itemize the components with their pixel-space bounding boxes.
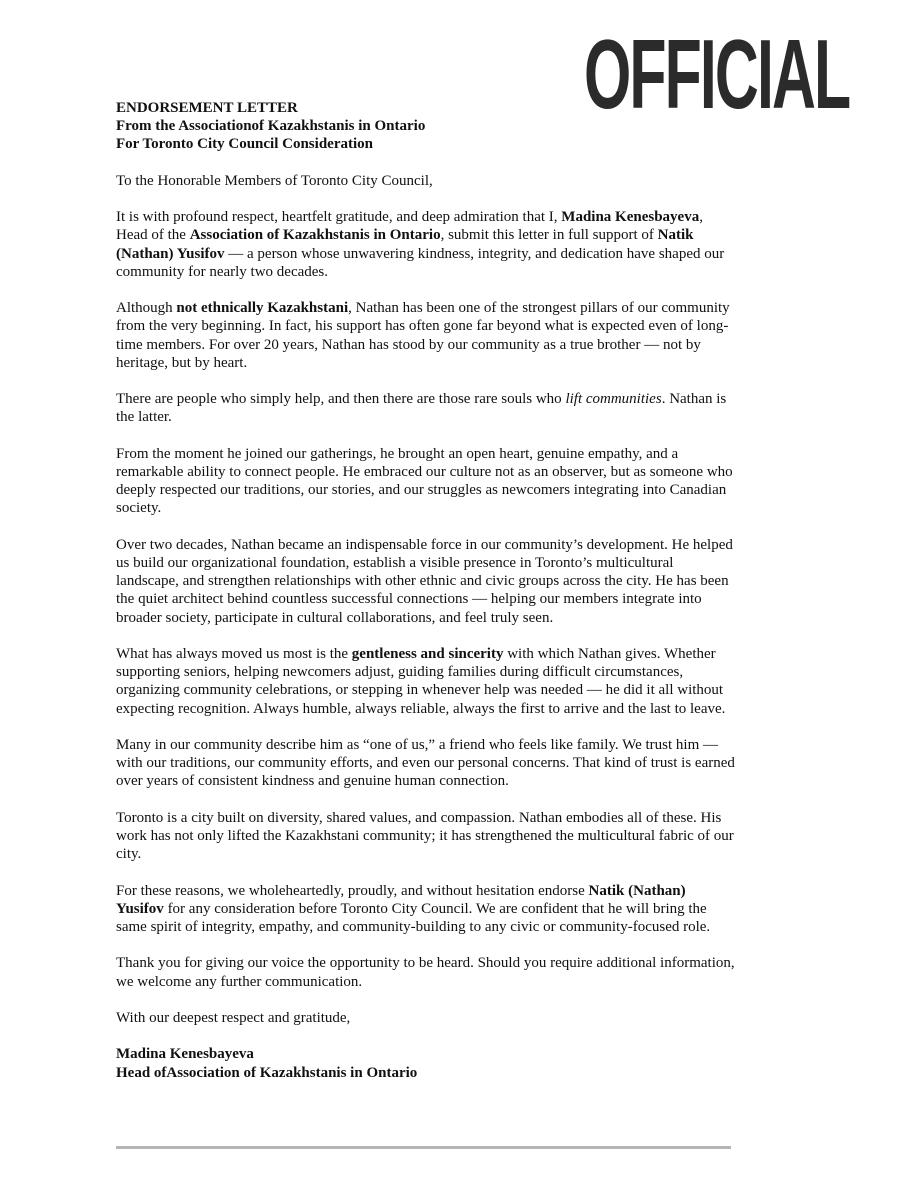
- official-stamp: OFFICIAL: [584, 19, 850, 129]
- paragraph-trust: Many in our community describe him as “one of us,” a friend who feels like family. We trust him — with our traditions, our community efforts, and even our personal concerns. That kind of trust is earned over years of consistent kindness and genuine human connection.: [116, 736, 735, 790]
- author-name: Madina Kenesbayeva: [561, 209, 700, 226]
- text-run: , Nathan has been one of the strongest pillars of our community from the very beginning. In fact, his support has often gone far beyond what is expected even of long-time members. For over 20 years, Nathan has stood by our community as a true brother — not by heritage, but by heart.: [116, 300, 730, 371]
- paragraph-gentleness: [116, 645, 736, 718]
- signature-title: Head ofAssociation of Kazakhstanis in Ontario: [116, 1064, 418, 1081]
- paragraph-thanks: Thank you for giving our voice the opportunity to be heard. Should you require additional information, we welcome any further communication.: [116, 955, 735, 990]
- emphasis-italic: lift communities: [565, 391, 662, 408]
- header-for: For Toronto City Council Consideration: [116, 136, 373, 153]
- signature-block: [116, 1045, 736, 1081]
- salutation: To the Honorable Members of Toronto City Council,: [116, 172, 433, 189]
- text-run: For these reasons, we wholeheartedly, proudly, and without hesitation endorse: [116, 882, 589, 899]
- text-run: , Head of the: [116, 209, 703, 244]
- endorsee-name: Natik (Nathan) Yusifov: [116, 227, 694, 262]
- text-run: What has always moved us most is the: [116, 645, 352, 662]
- text-run: Although: [116, 300, 177, 317]
- emphasis-bold: gentleness and sincerity: [351, 645, 504, 662]
- letter-body: [116, 99, 736, 1082]
- organization-name: Association of Kazakhstanis in Ontario: [189, 227, 441, 244]
- text-run: with which Nathan gives. Whether supporting seniors, helping newcomers adjust, guiding families during difficult circumstances, organizing community celebrations, or stepping in whenever help was needed — he did it all without expecting recognition. Always humble, always reliable, always the first to arrive and the last to leave.: [116, 645, 726, 717]
- paragraph-endorsement: [116, 882, 736, 937]
- emphasis-bold: not ethnically Kazakhstani: [176, 300, 349, 317]
- text-run: , submit this letter in full support of: [440, 227, 658, 244]
- paragraph-heritage: [116, 299, 736, 372]
- paragraph-decades: Over two decades, Nathan became an indispensable force in our community’s development. He helped us build our organizational foundation, establish a visible presence in Toronto’s multicultural landscape, and strengthen relationships with other ethnic and civic groups across the city. He has been the quiet architect behind countless successful connections — helping our members integrate into broader society, participate in cultural collaborations, and feel truly seen.: [116, 536, 733, 626]
- closing: With our deepest respect and gratitude,: [116, 1009, 351, 1026]
- text-run: for any consideration before Toronto City Council. We are confident that he will bring the same spirit of integrity, empathy, and community-building to any civic or community-focused role.: [116, 900, 711, 935]
- paragraph-lift: [116, 390, 736, 426]
- header-title: ENDORSEMENT LETTER: [116, 100, 298, 116]
- paragraph-gatherings: From the moment he joined our gatherings, he brought an open heart, genuine empathy, and a remarkable ability to connect people. He embraced our culture not as an observer, but as someone who deeply respected our traditions, our stories, and our struggles as newcomers integrating into Canadian society.: [116, 445, 733, 517]
- endorsee-name: Natik (Nathan) Yusifov: [116, 882, 686, 917]
- paragraph-toronto: Toronto is a city built on diversity, shared values, and compassion. Nathan embodies all of these. His work has not only lifted the Kazakhstani community; it has strengthened the multicultural fabric of our city.: [116, 809, 734, 863]
- paragraph-intro: [116, 208, 736, 281]
- footer-divider: [116, 1146, 731, 1149]
- text-run: . Nathan is the latter.: [116, 391, 727, 426]
- text-run: It is with profound respect, heartfelt gratitude, and deep admiration that I,: [116, 209, 562, 226]
- header-from: From the Associationof Kazakhstanis in Ontario: [116, 118, 426, 135]
- text-run: — a person whose unwavering kindness, integrity, and dedication have shaped our community for nearly two decades.: [116, 245, 725, 280]
- letter-header: [116, 99, 736, 154]
- text-run: There are people who simply help, and then there are those rare souls who: [116, 391, 566, 408]
- signature-name: Madina Kenesbayeva: [116, 1046, 254, 1063]
